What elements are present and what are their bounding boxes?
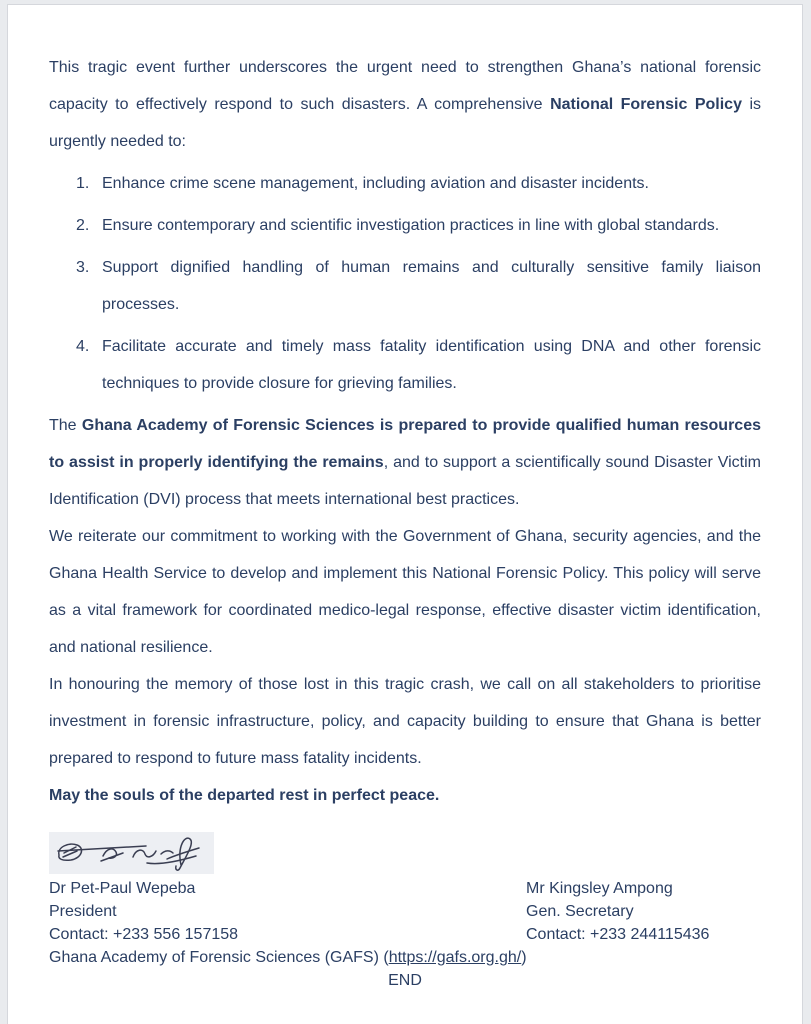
intro-text: This tragic event further underscores the urgent need to strengthen Ghana’s national forensic capacity to effectively respond to such disasters. A comprehensive <box>49 59 761 113</box>
signatory-contact: Contact: +233 244115436 <box>526 926 710 943</box>
paragraph-intro <box>49 49 761 160</box>
signature-image <box>49 832 214 874</box>
end-marker: END <box>388 972 422 989</box>
document-content <box>8 5 802 992</box>
list-item <box>76 165 761 202</box>
paragraph-honouring: In honouring the memory of those lost in this tragic crash, we call on all stakeholders to prioritise investment in forensic infrastructure, policy, and capacity building to ensure that Ghana is better prepared to respond to future mass fatality incidents. <box>49 676 761 767</box>
signatory-contact: Contact: +233 556 157158 <box>49 926 239 943</box>
signatory-right <box>526 877 761 946</box>
signatory-name: Mr Kingsley Ampong <box>526 880 673 897</box>
list-item-number: 4. <box>76 338 90 355</box>
list-item-number: 3. <box>76 259 90 276</box>
list-item <box>76 328 761 402</box>
document-page <box>7 4 803 1024</box>
signatory-title: President <box>49 903 117 920</box>
list-item-text: Enhance crime scene management, including aviation and disaster incidents. <box>102 175 649 192</box>
list-item-number: 1. <box>76 175 90 192</box>
organisation-name: Ghana Academy of Forensic Sciences (GAFS) ( <box>49 949 389 966</box>
organisation-line-end: ) <box>521 949 527 966</box>
gafs-prepared-pre: The <box>49 417 82 434</box>
national-forensic-policy-bold: National Forensic Policy <box>550 96 742 113</box>
list-item-text: Facilitate accurate and timely mass fatality identification using DNA and other forensic techniques to provide closure for grieving families. <box>102 338 761 392</box>
organisation-line <box>49 946 761 969</box>
list-item-number: 2. <box>76 217 90 234</box>
signature-block <box>49 832 761 992</box>
signatory-left <box>49 877 526 946</box>
paragraph-commitment: We reiterate our commitment to working with the Government of Ghana, security agencies, and the Ghana Health Service to develop and implement this National Forensic Policy. This policy will serve as a vital framework for coordinated medico-legal response, effective disaster victim identification, and national resilience. <box>49 528 761 656</box>
signatory-title: Gen. Secretary <box>526 903 634 920</box>
list-item <box>76 249 761 323</box>
numbered-list <box>76 165 761 402</box>
gafs-website-link[interactable]: https://gafs.org.gh/ <box>388 949 522 966</box>
list-item-text: Ensure contemporary and scientific investigation practices in line with global standards. <box>102 217 720 234</box>
gafs-prepared-post: , and to support a scientifically sound Disaster Victim Identification (DVI) process that meets international best practices. <box>49 454 762 508</box>
closing-line: May the souls of the departed rest in perfect peace. <box>49 787 440 804</box>
intro-text-end: is urgently needed to: <box>49 96 762 150</box>
list-item <box>76 207 761 244</box>
gafs-prepared-bold: Ghana Academy of Forensic Sciences is prepared to provide qualified human resources to assist in properly identifying the remains <box>49 417 762 471</box>
list-item-text: Support dignified handling of human remains and culturally sensitive family liaison processes. <box>102 259 761 313</box>
signatory-name: Dr Pet-Paul Wepeba <box>49 880 196 897</box>
signatory-columns <box>49 877 761 946</box>
paragraph-gafs-prepared <box>49 407 761 518</box>
